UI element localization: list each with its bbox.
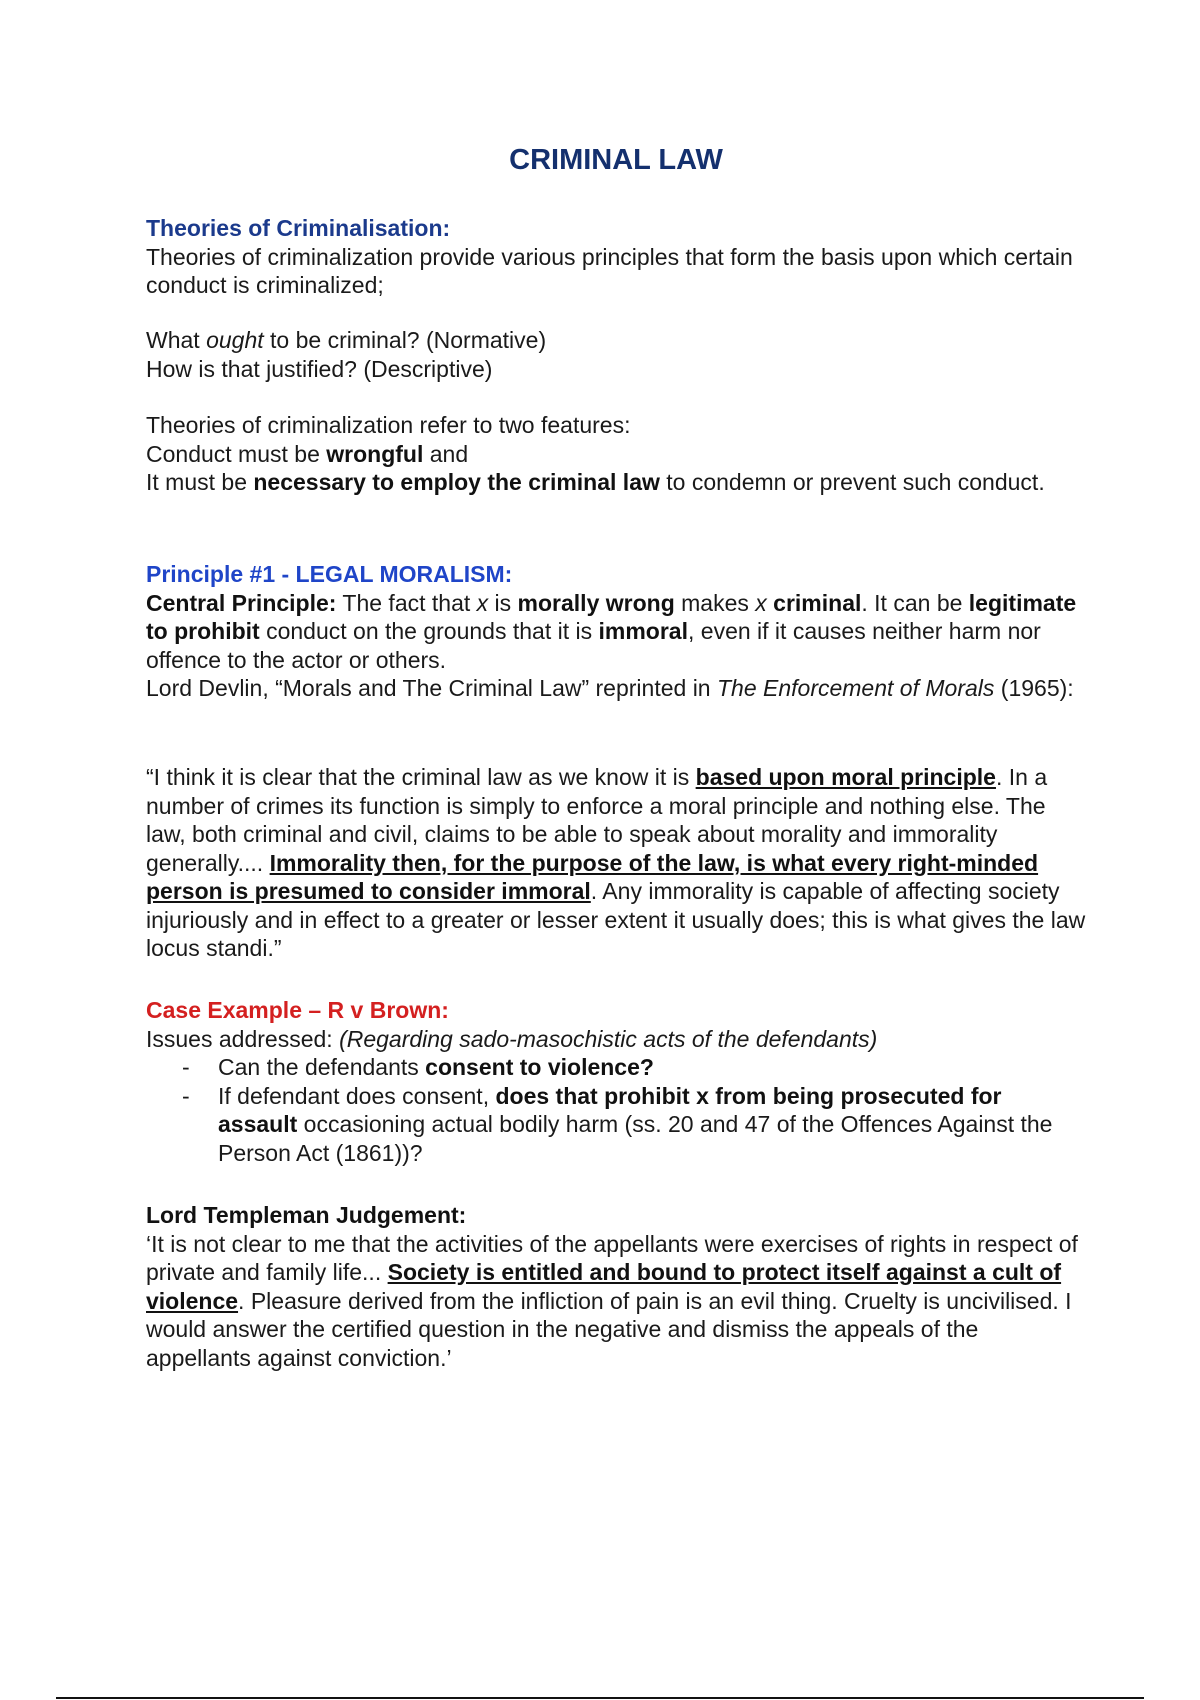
judgement-heading: Lord Templeman Judgement:	[146, 1202, 467, 1228]
judgement-quote: ‘It is not clear to me that the activities of the appellants were exercises of rights in respect of private and family life... Society is entitled and bound to protect itself against a cult of violence. Pleasure derived from the infliction of pain is an evil thing. Cruelty is uncivilised. I would answer the certified question in the negative and dismiss the appeals of the appellants against conviction.’	[146, 1230, 1078, 1371]
theories-section	[146, 214, 1086, 300]
theories-questions	[146, 326, 1086, 383]
legal-moralism-section	[146, 560, 1086, 703]
feature-necessary: It must be necessary to employ the criminal law to condemn or prevent such conduct.	[146, 469, 1045, 495]
case-heading: Case Example – R v Brown:	[146, 997, 449, 1023]
footer-divider	[56, 1697, 1144, 1699]
theories-intro: Theories of criminalization provide various principles that form the basis upon which certain conduct is criminalized;	[146, 243, 1073, 298]
theories-features	[146, 411, 1086, 497]
devlin-citation: Lord Devlin, “Morals and The Criminal Law” reprinted in The Enforcement of Morals (1965):	[146, 675, 1074, 701]
question-normative: What ought to be criminal? (Normative)	[146, 327, 547, 353]
list-item: - If defendant does consent, does that prohibit x from being prosecuted for assault occasioning actual bodily harm (ss. 20 and 47 of the Offences Against the Person Act (1861))?	[146, 1082, 1086, 1168]
case-section	[146, 996, 1086, 1167]
case-issues-list	[146, 1053, 1086, 1167]
case-issues: Issues addressed: (Regarding sado-masochistic acts of the defendants)	[146, 1025, 878, 1052]
page-title: CRIMINAL LAW	[509, 144, 723, 176]
question-descriptive: How is that justified? (Descriptive)	[146, 355, 493, 382]
judgement-section	[146, 1201, 1086, 1372]
theories-heading: Theories of Criminalisation:	[146, 215, 451, 241]
features-intro: Theories of criminalization refer to two features:	[146, 412, 631, 438]
legal-moralism-heading: Principle #1 - LEGAL MORALISM:	[146, 561, 513, 587]
devlin-quote: “I think it is clear that the criminal law as we know it is based upon moral principle. In a number of crimes its function is simply to enforce a moral principle and nothing else. The law, both criminal and civil, claims to be able to speak about morality and immorality generally.... Immorality then, for the purpose of the law, is what every right-minded person is presumed to consider immoral. Any immorality is capable of affecting society injuriously and in effect to a greater or lesser extent it usually does; this is what gives the law locus standi.”	[146, 764, 1086, 961]
feature-wrongful: Conduct must be wrongful and	[146, 440, 469, 467]
list-item: - Can the defendants consent to violence?	[146, 1053, 1086, 1082]
central-principle: Central Principle: The fact that x is morally wrong makes x criminal. It can be legitimate to prohibit conduct on the grounds that it is immoral, even if it causes neither harm nor offence to the actor or others.	[146, 589, 1077, 673]
